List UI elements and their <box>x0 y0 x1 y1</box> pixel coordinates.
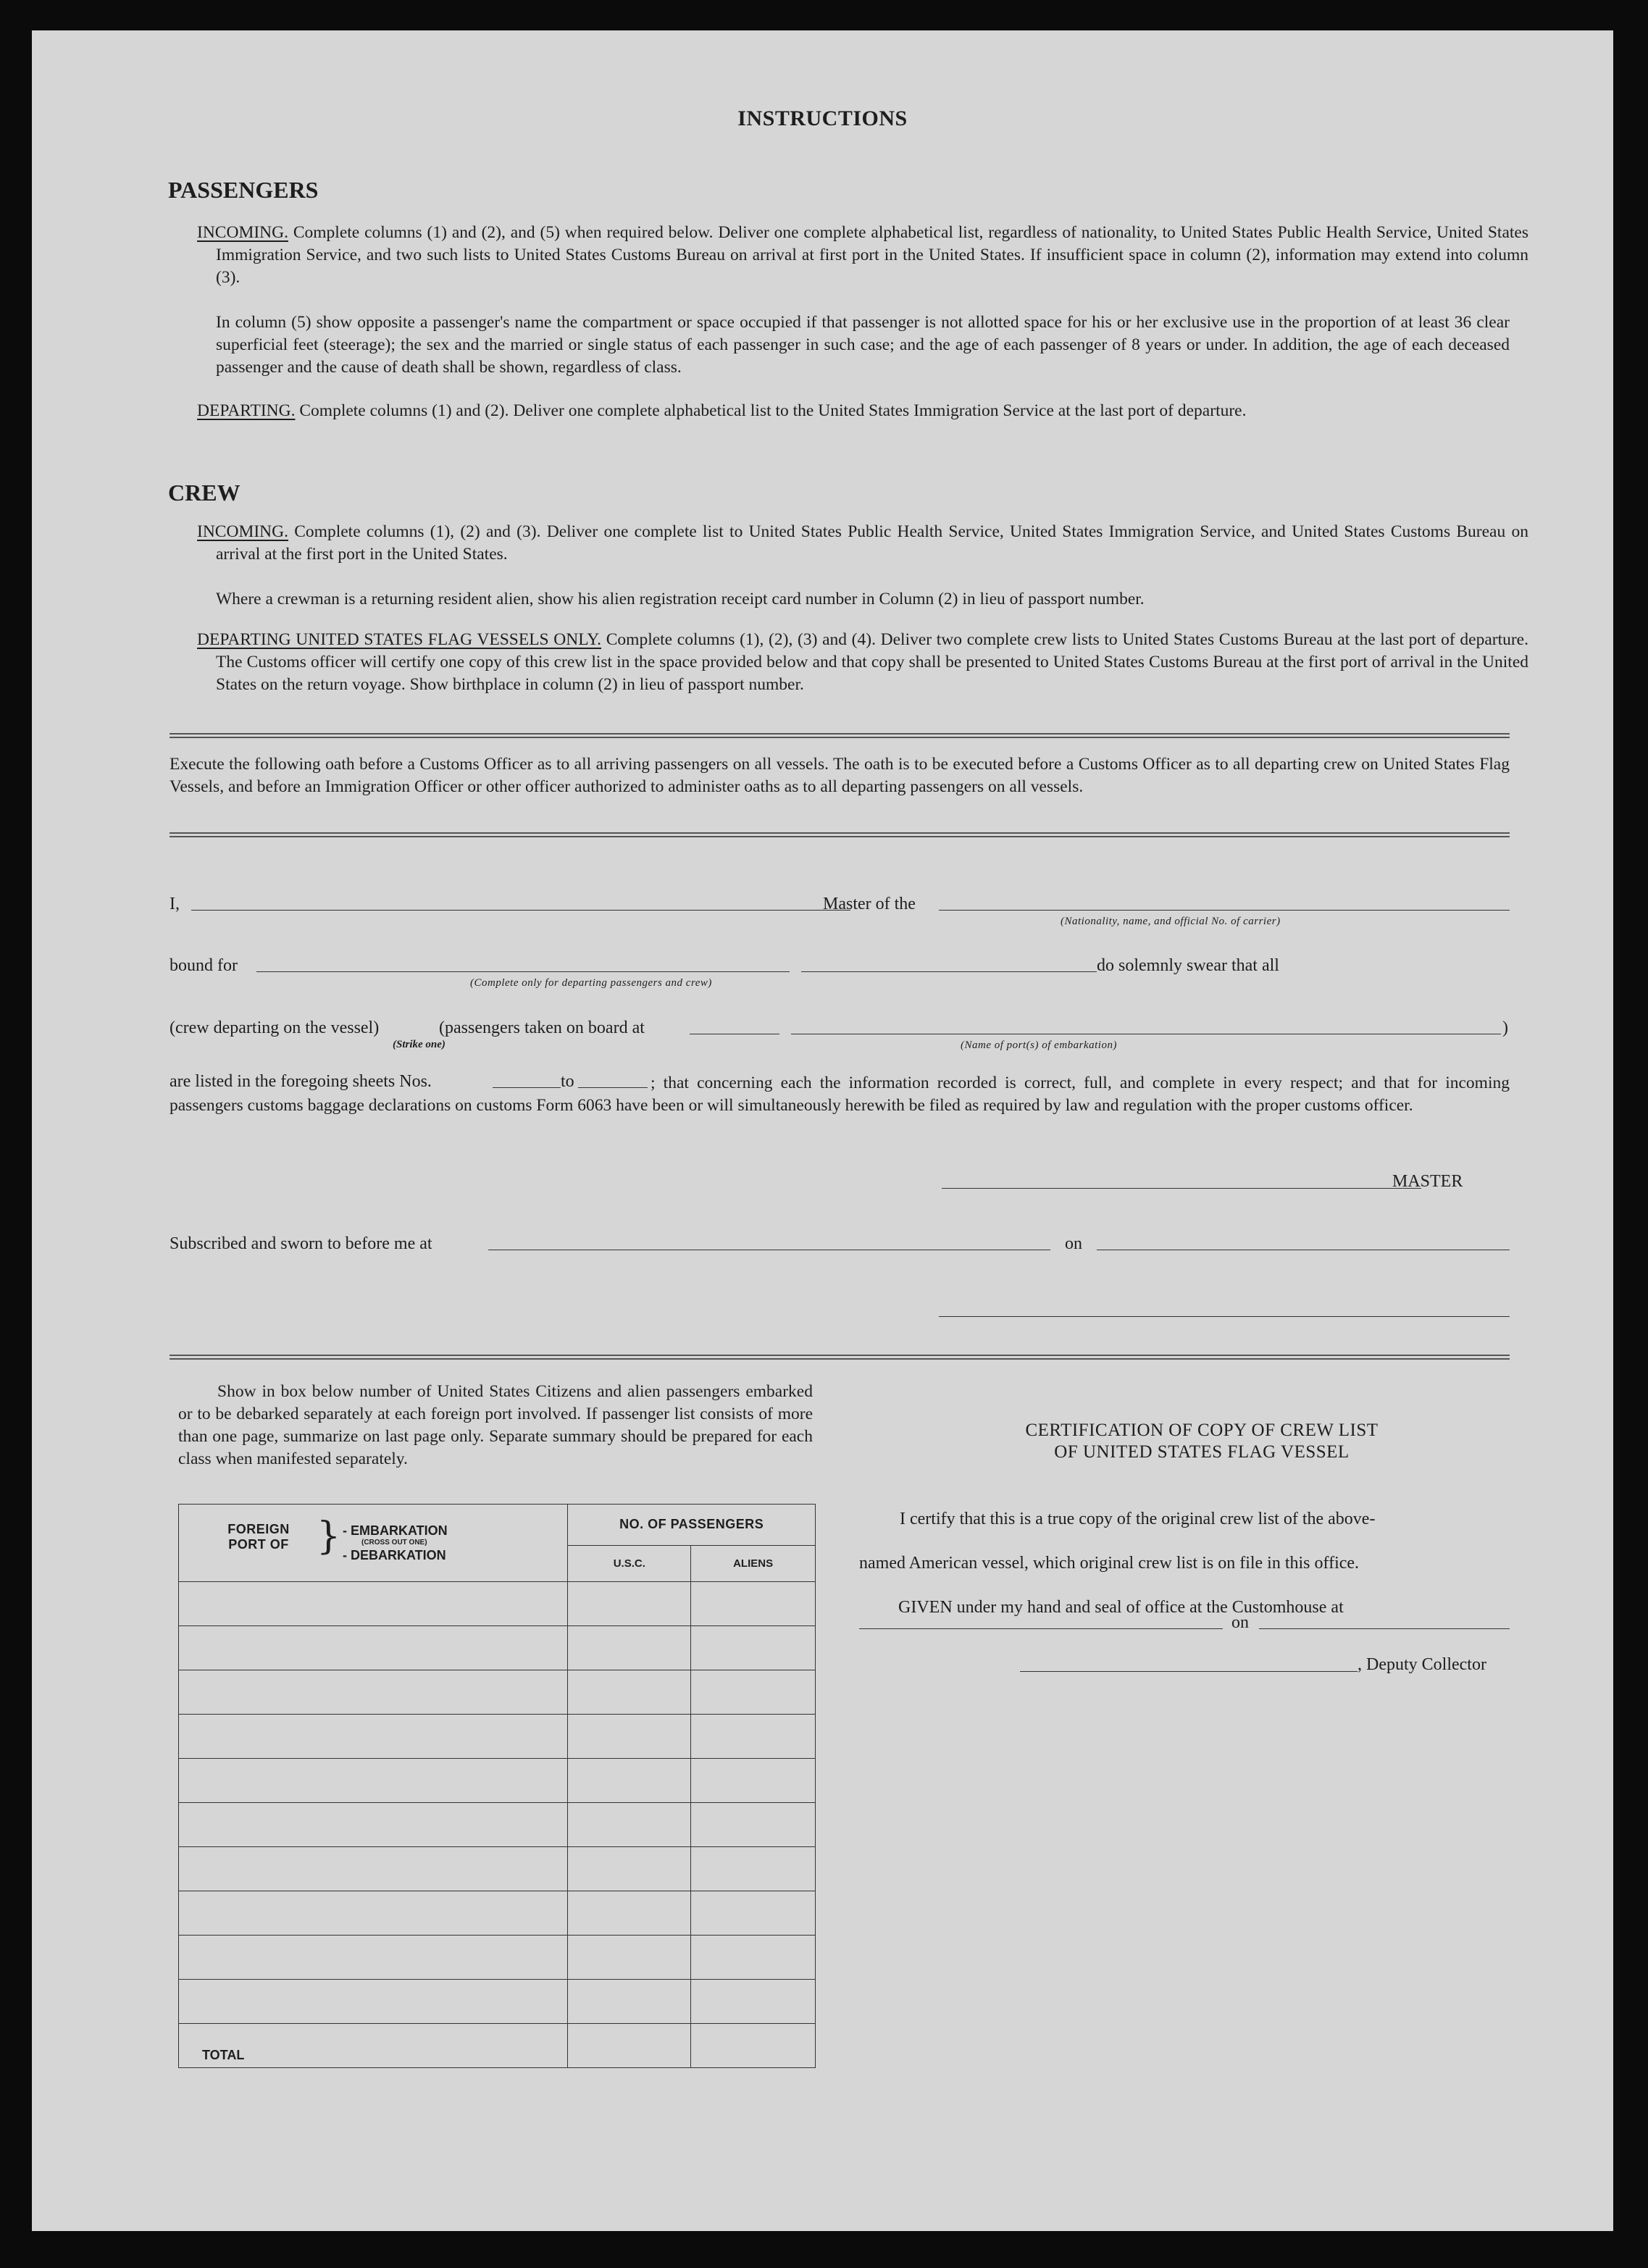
certification-line2: named American vessel, which original crew list is on file in this office. <box>859 1554 1360 1573</box>
page-title: INSTRUCTIONS <box>737 106 908 130</box>
table-row <box>179 1582 816 1626</box>
aliens-cell[interactable] <box>691 1936 816 1980</box>
total-row <box>179 2024 816 2068</box>
table-row <box>179 1980 816 2024</box>
port-cell[interactable] <box>179 1847 568 1891</box>
crew-incoming-lead: INCOMING. <box>197 522 288 541</box>
passengers-departing-lead: DEPARTING. <box>197 401 296 420</box>
usc-cell[interactable] <box>568 1626 691 1670</box>
usc-cell[interactable] <box>568 1759 691 1803</box>
strike-one-caption: (Strike one) <box>393 1039 446 1050</box>
table-row <box>179 1670 816 1715</box>
ports-caption: (Name of port(s) of embarkation) <box>961 1039 1117 1051</box>
aliens-cell[interactable] <box>691 1582 816 1626</box>
passengers-departing-text: Complete columns (1) and (2). Deliver one complete alphabetical list to the United States Immigration Service at the last port of departure. <box>295 401 1247 420</box>
bound-for-field-2[interactable] <box>801 971 1097 972</box>
passenger-summary-table <box>178 1504 816 2068</box>
table-row <box>179 1847 816 1891</box>
aliens-cell[interactable] <box>691 1803 816 1847</box>
section-divider <box>170 1355 1510 1360</box>
section-divider <box>170 733 1510 738</box>
section-divider <box>170 832 1510 837</box>
aliens-cell[interactable] <box>691 1980 816 2024</box>
summary-instruction: Show in box below number of United States Citizens and alien passengers embarked or to be debarked separately at each foreign port involved. If passenger list consists of more than one page, summarize on last page only. Separate summary should be prepared for each class when manifested separately. <box>178 1382 813 1468</box>
certification-line3: GIVEN under my hand and seal of office at the Customhouse at <box>898 1598 1344 1617</box>
table-row <box>179 1715 816 1759</box>
close-paren: ) <box>1502 1018 1508 1037</box>
officer-signature-field[interactable] <box>939 1316 1510 1317</box>
usc-cell[interactable] <box>568 1582 691 1626</box>
crew-departing-paragraph <box>197 629 1528 696</box>
usc-cell[interactable] <box>568 1803 691 1847</box>
certification-date-field[interactable] <box>1259 1628 1510 1629</box>
aliens-cell[interactable] <box>691 1759 816 1803</box>
port-cell[interactable] <box>179 1803 568 1847</box>
master-of-the-label: Master of the <box>823 895 916 913</box>
passengers-column5-paragraph: In column (5) show opposite a passenger's name the compartment or space occupied if that passenger is not allotted space for his or her exclusive use in the proportion of at least 36 clear superficial feet (steerage); the sex and the married or single status of each passenger in such case; and the age of each passenger of 8 years or under. In addition, the age of each deceased passenger and the cause of death shall be shown, regardless of class. <box>216 313 1510 377</box>
port-cell[interactable] <box>179 1759 568 1803</box>
crew-incoming-text: Complete columns (1), (2) and (3). Deliver one complete list to United States Public Health Service, United States Immigration Service, and United States Customs Bureau on arrival at the first port in the United States. <box>216 522 1528 564</box>
bound-for-label: bound for <box>170 956 238 975</box>
oath-instruction: Execute the following oath before a Customs Officer as to all arriving passengers on all vessels. The oath is to be executed before a Customs Officer as to all departing crew on United States Flag Vessels, and before an Immigration Officer or other officer authorized to administer oaths as to all departing passengers on all vessels. <box>170 755 1510 796</box>
aliens-cell[interactable] <box>691 1891 816 1936</box>
swear-text: do solemnly swear that all <box>1097 956 1279 975</box>
table-row <box>179 1626 816 1670</box>
debarkation-option[interactable]: - DEBARKATION <box>343 1548 446 1562</box>
usc-total-cell[interactable] <box>568 2024 691 2068</box>
passengers-departing-paragraph <box>197 400 1528 422</box>
passengers-incoming-text: Complete columns (1) and (2), and (5) when required below. Deliver one complete alphabetical list, regardless of nationality, to United States Public Health Service, United States Immigration Service, and two such lists to United States Customs Bureau on arrival at first port in the United States. If insufficient space in column (2), information may extend into column (3). <box>216 223 1528 287</box>
crew-departing-text: Complete columns (1), (2), (3) and (4). Deliver two complete crew lists to United States Customs Bureau at the last port of departure. The Customs officer will certify one copy of this crew list in the space provided below and that copy shall be presented to United States Customs Bureau at the first port of arrival in the United States on the return voyage. Show birthplace in column (2) in lieu of passport number. <box>216 630 1528 694</box>
aliens-header: ALIENS <box>691 1545 816 1581</box>
sworn-on-label: on <box>1065 1234 1082 1253</box>
certification-title-line1: CERTIFICATION OF COPY OF CREW LIST <box>1025 1420 1379 1440</box>
port-cell[interactable] <box>179 1626 568 1670</box>
master-signature-field[interactable] <box>942 1188 1421 1189</box>
table-row <box>179 1891 816 1936</box>
listed-sheets-label: are listed in the foregoing sheets Nos. <box>170 1072 432 1091</box>
port-cell[interactable] <box>179 1936 568 1980</box>
certification-on-label: on <box>1231 1613 1249 1632</box>
total-label: TOTAL <box>179 2024 568 2068</box>
foreign-port-header <box>179 1505 568 1582</box>
port-cell[interactable] <box>179 1670 568 1715</box>
aliens-cell[interactable] <box>691 1847 816 1891</box>
bound-for-caption: (Complete only for departing passengers and crew) <box>470 977 712 989</box>
cross-out-note: (CROSS OUT ONE) <box>361 1539 427 1547</box>
port-cell[interactable] <box>179 1715 568 1759</box>
passengers-incoming-paragraph <box>197 222 1528 289</box>
usc-cell[interactable] <box>568 1980 691 2024</box>
passengers-heading: PASSENGERS <box>168 177 319 203</box>
carrier-caption: (Nationality, name, and official No. of carrier) <box>1061 916 1281 927</box>
usc-cell[interactable] <box>568 1847 691 1891</box>
passengers-incoming-lead: INCOMING. <box>197 223 288 242</box>
crew-departing-lead: DEPARTING UNITED STATES FLAG VESSELS ONLY. <box>197 630 602 649</box>
deputy-collector-signature-field[interactable] <box>1020 1671 1358 1672</box>
port-cell[interactable] <box>179 1582 568 1626</box>
table-row <box>179 1759 816 1803</box>
master-label: MASTER <box>1392 1172 1463 1191</box>
port-cell[interactable] <box>179 1980 568 2024</box>
subscribed-label: Subscribed and sworn to before me at <box>170 1234 432 1253</box>
certification-line1: I certify that this is a true copy of the original crew list of the above- <box>900 1510 1376 1528</box>
crew-departing-option[interactable]: (crew departing on the vessel) <box>170 1018 380 1037</box>
certification-title-line2: OF UNITED STATES FLAG VESSEL <box>1054 1442 1350 1462</box>
port-cell[interactable] <box>179 1891 568 1936</box>
usc-cell[interactable] <box>568 1715 691 1759</box>
bound-for-field[interactable] <box>256 971 790 972</box>
passengers-taken-option[interactable]: (passengers taken on board at <box>439 1018 645 1037</box>
oath-i-label: I, <box>170 895 180 913</box>
carrier-field[interactable] <box>939 910 1510 911</box>
brace-icon: } <box>317 1515 341 1558</box>
listed-to-label: to <box>561 1072 574 1091</box>
aliens-total-cell[interactable] <box>691 2024 816 2068</box>
customhouse-field[interactable] <box>859 1628 1223 1629</box>
aliens-cell[interactable] <box>691 1670 816 1715</box>
usc-cell[interactable] <box>568 1670 691 1715</box>
listed-sheets-text: ; that concerning each the information recorded is correct, full, and complete in every respect; and that for incoming passengers customs baggage declarations on customs Form 6063 have been or will simultaneously herewith be filed as required by law and regulation with the proper customs officer. <box>170 1074 1510 1115</box>
foreign-port-label: FOREIGN PORT OF <box>227 1522 290 1552</box>
table-row <box>179 1936 816 1980</box>
usc-header: U.S.C. <box>568 1545 691 1581</box>
embarkation-option[interactable]: - EMBARKATION <box>343 1523 448 1538</box>
crew-resident-paragraph: Where a crewman is a returning resident alien, show his alien registration receipt card number in Column (2) in lieu of passport number. <box>216 590 1145 608</box>
table-row <box>179 1803 816 1847</box>
master-name-field[interactable] <box>191 910 850 911</box>
crew-incoming-paragraph <box>197 521 1528 566</box>
passengers-count-header: NO. OF PASSENGERS <box>568 1505 816 1546</box>
aliens-cell[interactable] <box>691 1715 816 1759</box>
usc-cell[interactable] <box>568 1891 691 1936</box>
form-page <box>32 30 1613 2231</box>
aliens-cell[interactable] <box>691 1626 816 1670</box>
usc-cell[interactable] <box>568 1936 691 1980</box>
deputy-collector-label: , Deputy Collector <box>1358 1655 1486 1674</box>
crew-heading: CREW <box>168 480 240 506</box>
